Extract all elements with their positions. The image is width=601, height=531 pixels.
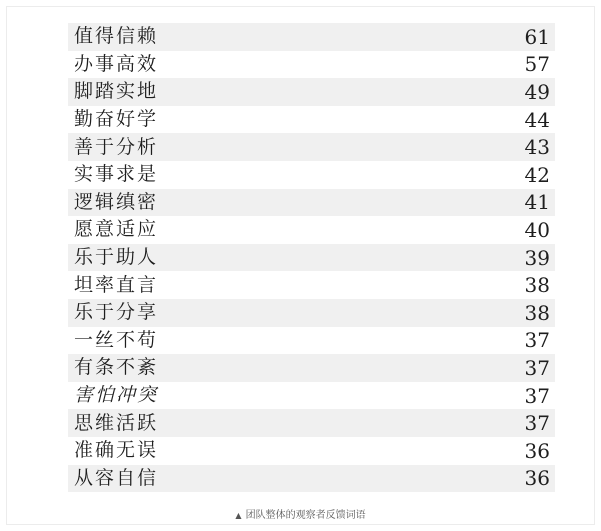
table-row — [68, 244, 555, 272]
triangle-up-icon: ▲ — [235, 511, 242, 520]
table-row — [68, 465, 555, 493]
table-row — [68, 106, 555, 134]
count-cell: 49 — [524, 79, 550, 104]
term-cell: 从容自信 — [74, 466, 159, 489]
term-cell: 愿意适应 — [74, 218, 159, 241]
table-row — [68, 23, 555, 51]
term-cell: 乐于分享 — [74, 301, 159, 324]
table-row — [68, 299, 555, 327]
term-cell: 有条不紊 — [74, 356, 159, 379]
count-cell: 37 — [524, 411, 550, 436]
count-cell: 36 — [524, 438, 550, 463]
term-cell: 实事求是 — [74, 163, 159, 186]
term-cell: 脚踏实地 — [74, 80, 159, 103]
count-cell: 40 — [524, 217, 550, 242]
table-row — [68, 133, 555, 161]
count-cell: 36 — [524, 466, 550, 491]
term-cell: 乐于助人 — [74, 246, 159, 269]
caption-text: 团队整体的观察者反馈词语 — [245, 510, 366, 521]
feedback-word-table — [68, 23, 555, 492]
count-cell: 37 — [524, 383, 550, 408]
count-cell: 61 — [524, 24, 550, 49]
count-cell: 44 — [524, 107, 550, 132]
term-cell: 坦率直言 — [74, 273, 159, 296]
figure-frame — [6, 6, 595, 525]
table-row — [68, 437, 555, 465]
term-cell: 值得信赖 — [74, 25, 159, 48]
table-row — [68, 189, 555, 217]
table-row — [68, 354, 555, 382]
count-cell: 37 — [524, 355, 550, 380]
table-row — [68, 161, 555, 189]
term-cell: 害怕冲突 — [74, 384, 159, 407]
count-cell: 38 — [524, 273, 550, 298]
count-cell: 57 — [524, 52, 550, 77]
count-cell: 38 — [524, 300, 550, 325]
table-row — [68, 78, 555, 106]
count-cell: 41 — [524, 190, 550, 215]
figure-caption — [7, 506, 594, 521]
term-cell: 思维活跃 — [74, 411, 159, 434]
term-cell: 逻辑缜密 — [74, 190, 159, 213]
term-cell: 善于分析 — [74, 135, 159, 158]
count-cell: 39 — [524, 245, 550, 270]
table-row — [68, 216, 555, 244]
table-row — [68, 327, 555, 355]
term-cell: 办事高效 — [74, 52, 159, 75]
term-cell: 勤奋好学 — [74, 108, 159, 131]
term-cell: 一丝不苟 — [74, 328, 159, 351]
term-cell: 准确无误 — [74, 439, 159, 462]
count-cell: 42 — [524, 162, 550, 187]
table-row — [68, 51, 555, 79]
table-row — [68, 271, 555, 299]
table-row — [68, 382, 555, 410]
count-cell: 43 — [524, 135, 550, 160]
count-cell: 37 — [524, 328, 550, 353]
table-row — [68, 409, 555, 437]
